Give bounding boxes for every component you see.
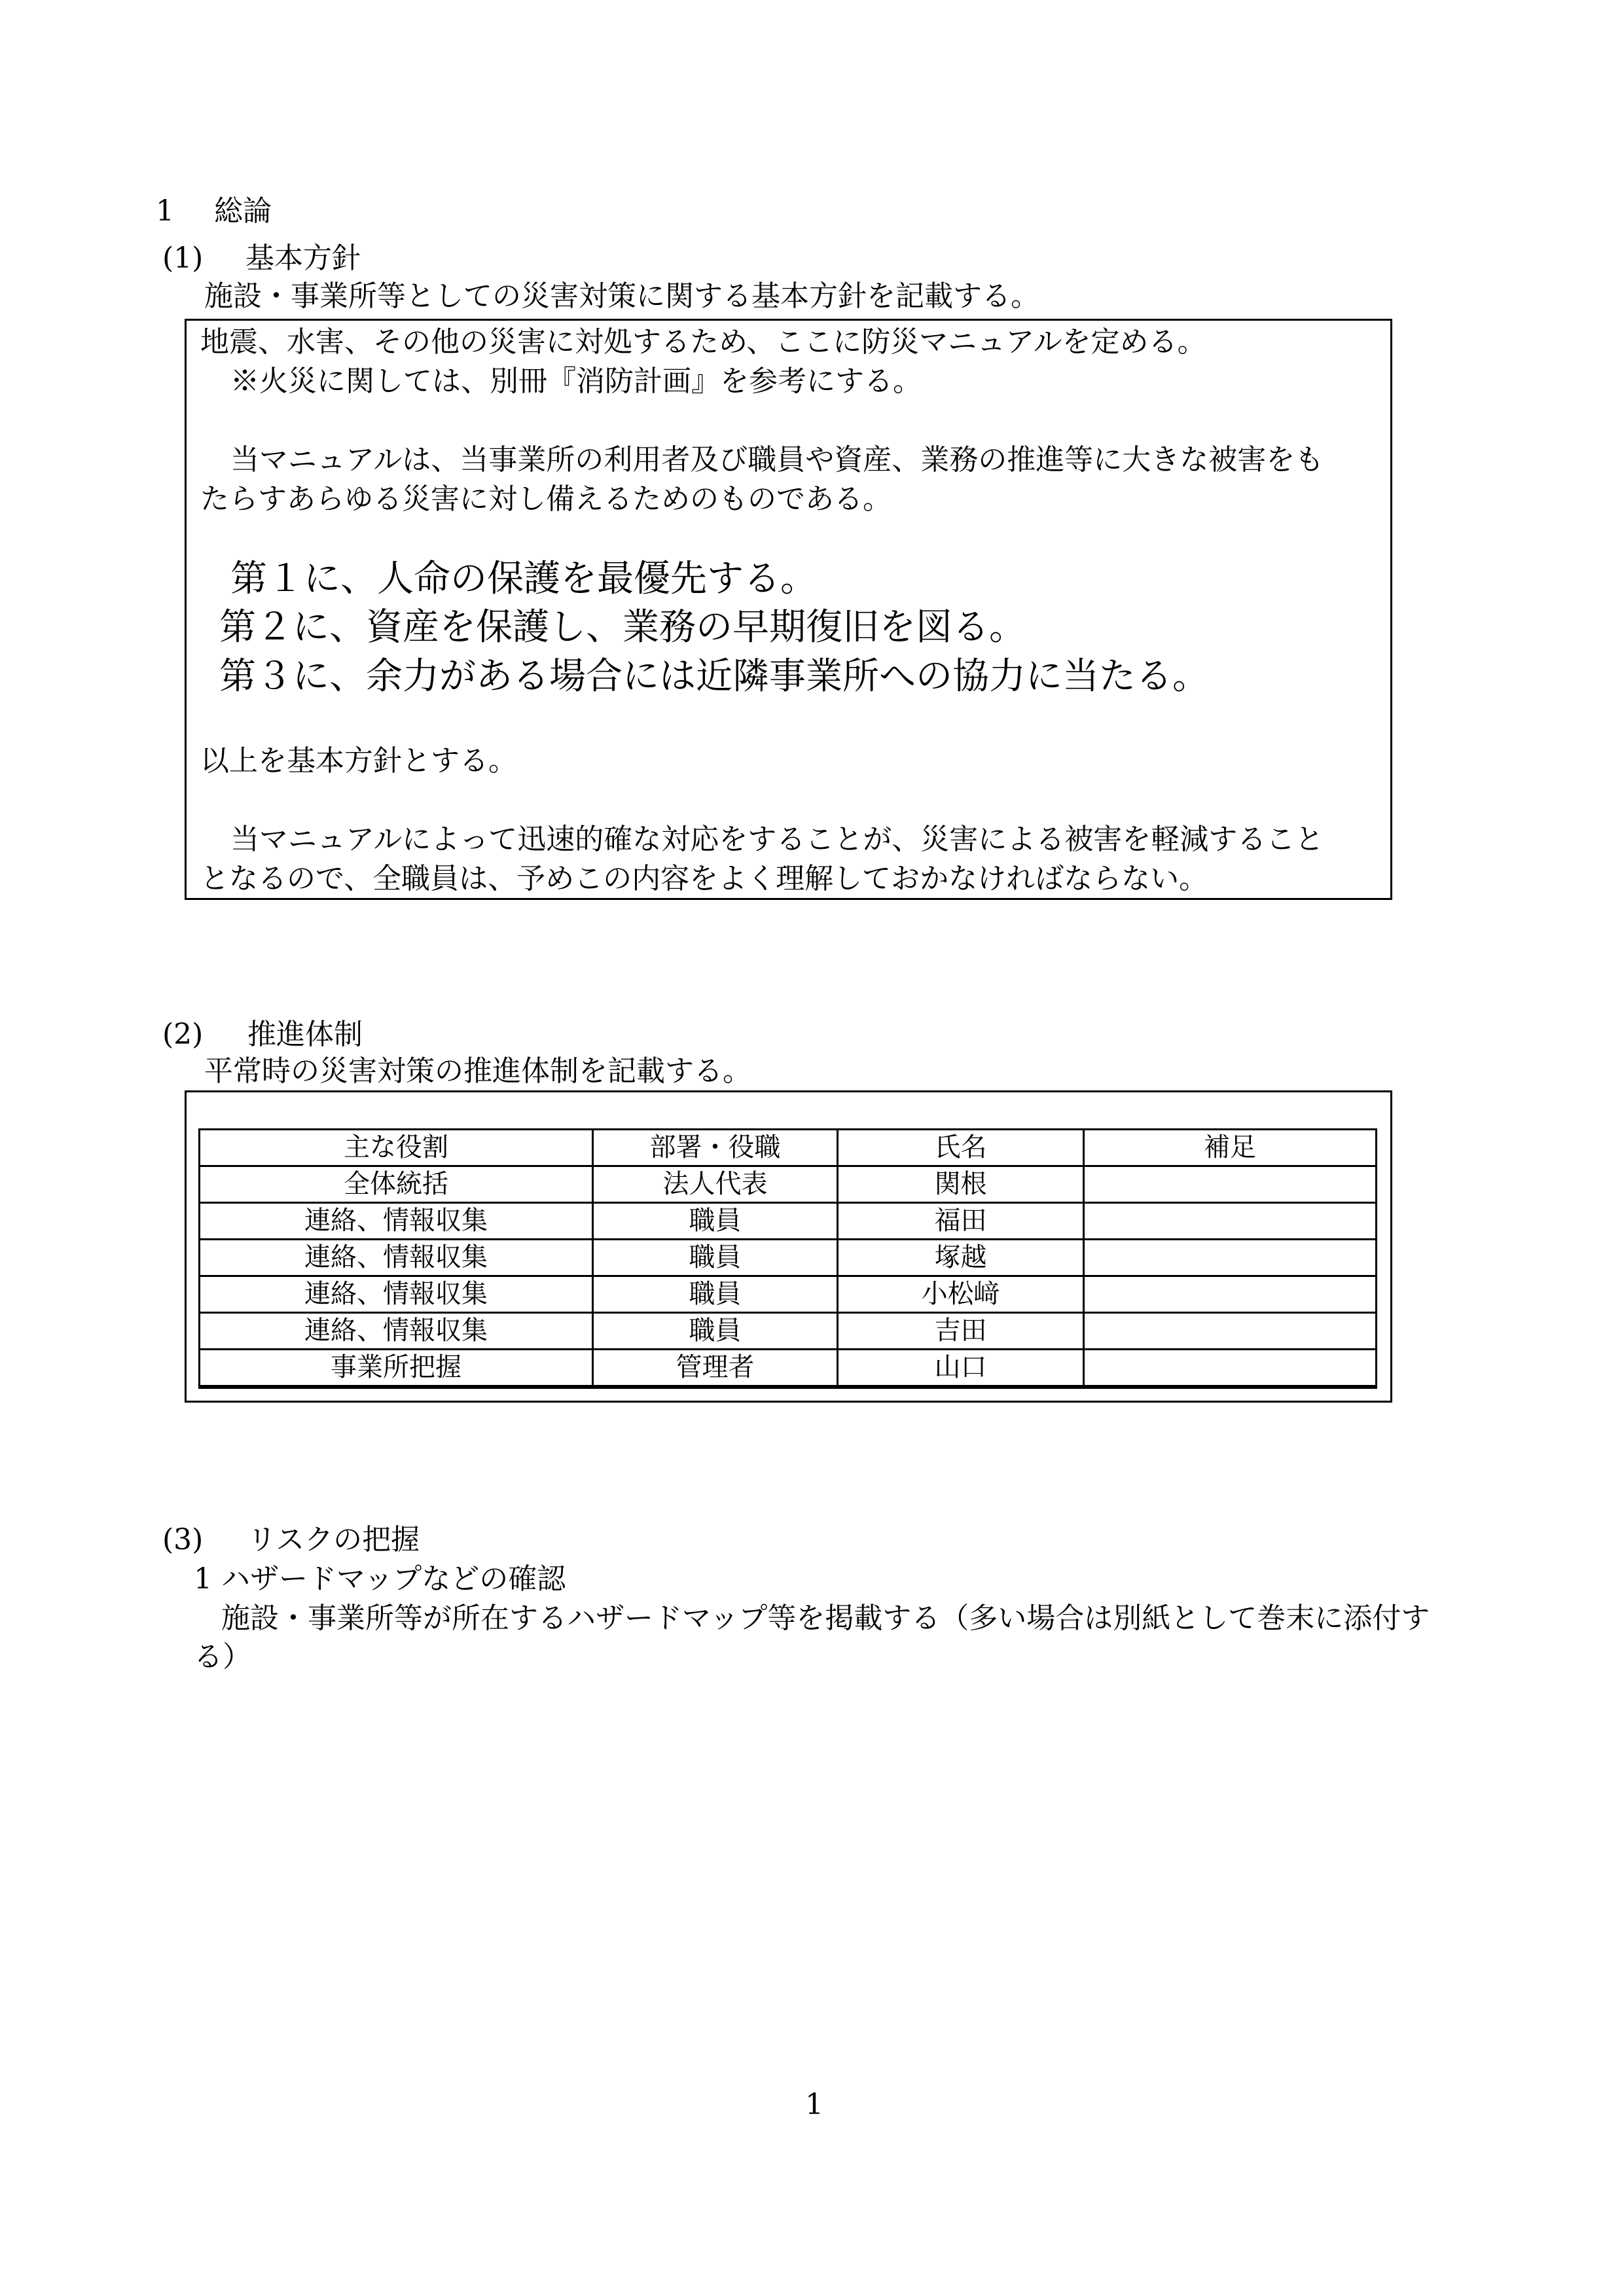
- policy-text-line: となるので、全職員は、予めこの内容をよく理解しておかなければならない。: [200, 862, 1208, 895]
- table-header-cell: 氏名: [838, 1130, 1084, 1166]
- subsection-description-1: 施設・事業所等としての災害対策に関する基本方針を記載する。: [204, 279, 1039, 313]
- policy-priority-2: 第２に、資産を保護し、業務の早期復旧を図る。: [219, 606, 1026, 649]
- policy-priority-1: 第１に、人命の保護を最優先する。: [230, 558, 817, 600]
- hazard-map-text-line: る）: [194, 1640, 251, 1674]
- position-cell: 職員: [593, 1276, 838, 1313]
- table-header-cell: 部署・役職: [593, 1130, 838, 1166]
- hazard-map-text-line: 施設・事業所等が所在するハザードマップ等を掲載する（多い場合は別紙として巻末に添付す: [221, 1602, 1430, 1635]
- section-title: 総論: [214, 194, 272, 228]
- note-cell[interactable]: [1084, 1240, 1377, 1276]
- subsection-description-2: 平常時の災害対策の推進体制を記載する。: [204, 1054, 751, 1088]
- policy-text-line: たらすあらゆる災害に対し備えるためのものである。: [200, 482, 892, 516]
- note-cell[interactable]: [1084, 1313, 1377, 1350]
- role-cell: 連絡、情報収集: [200, 1203, 593, 1240]
- role-cell: 連絡、情報収集: [200, 1240, 593, 1276]
- hazard-map-heading: 1 ハザードマップなどの確認: [194, 1562, 566, 1596]
- note-cell[interactable]: [1084, 1166, 1377, 1203]
- note-cell[interactable]: [1084, 1350, 1377, 1388]
- policy-text-line: 以上を基本方針とする。: [200, 744, 517, 778]
- note-cell[interactable]: [1084, 1203, 1377, 1240]
- note-cell[interactable]: [1084, 1276, 1377, 1313]
- name-cell: 山口: [838, 1350, 1084, 1388]
- policy-text-line: ※火災に関しては、別冊『消防計画』を参考にする。: [230, 365, 922, 398]
- subsection-title-2: 推進体制: [247, 1018, 363, 1051]
- name-cell: 吉田: [838, 1313, 1084, 1350]
- table-row: [200, 1203, 1377, 1240]
- subsection-number-3: (3): [162, 1523, 204, 1556]
- table-header-row: [200, 1130, 1377, 1166]
- position-cell: 職員: [593, 1240, 838, 1276]
- role-cell: 連絡、情報収集: [200, 1313, 593, 1350]
- position-cell: 法人代表: [593, 1166, 838, 1203]
- section-number: 1: [156, 194, 174, 228]
- role-cell: 事業所把握: [200, 1350, 593, 1388]
- name-cell: 小松﨑: [838, 1276, 1084, 1313]
- role-cell: 連絡、情報収集: [200, 1276, 593, 1313]
- table-row: [200, 1276, 1377, 1313]
- name-cell: 関根: [838, 1166, 1084, 1203]
- position-cell: 管理者: [593, 1350, 838, 1388]
- policy-text-line: 地震、水害、その他の災害に対処するため、ここに防災マニュアルを定める。: [200, 325, 1206, 359]
- name-cell: 塚越: [838, 1240, 1084, 1276]
- policy-text-line: 当マニュアルは、当事業所の利用者及び職員や資産、業務の推進等に大きな被害をも: [230, 443, 1324, 476]
- role-cell: 全体統括: [200, 1166, 593, 1203]
- page-number: 1: [805, 2088, 823, 2121]
- policy-text-line: 当マニュアルによって迅速的確な対応をすることが、災害による被害を軽減すること: [230, 823, 1324, 856]
- position-cell: 職員: [593, 1313, 838, 1350]
- name-cell: 福田: [838, 1203, 1084, 1240]
- subsection-title-1: 基本方針: [245, 242, 361, 275]
- position-cell: 職員: [593, 1203, 838, 1240]
- subsection-number-1: (1): [162, 242, 204, 275]
- table-row: [200, 1350, 1377, 1388]
- subsection-title-3: リスクの把握: [247, 1523, 420, 1556]
- policy-priority-3: 第３に、余力がある場合には近隣事業所への協力に当たる。: [219, 655, 1209, 698]
- subsection-number-2: (2): [162, 1018, 204, 1051]
- roles-table: [198, 1128, 1377, 1389]
- table-header-cell: 主な役割: [200, 1130, 593, 1166]
- table-header-cell: 補足: [1084, 1130, 1377, 1166]
- table-row: [200, 1240, 1377, 1276]
- table-row: [200, 1166, 1377, 1203]
- table-row: [200, 1313, 1377, 1350]
